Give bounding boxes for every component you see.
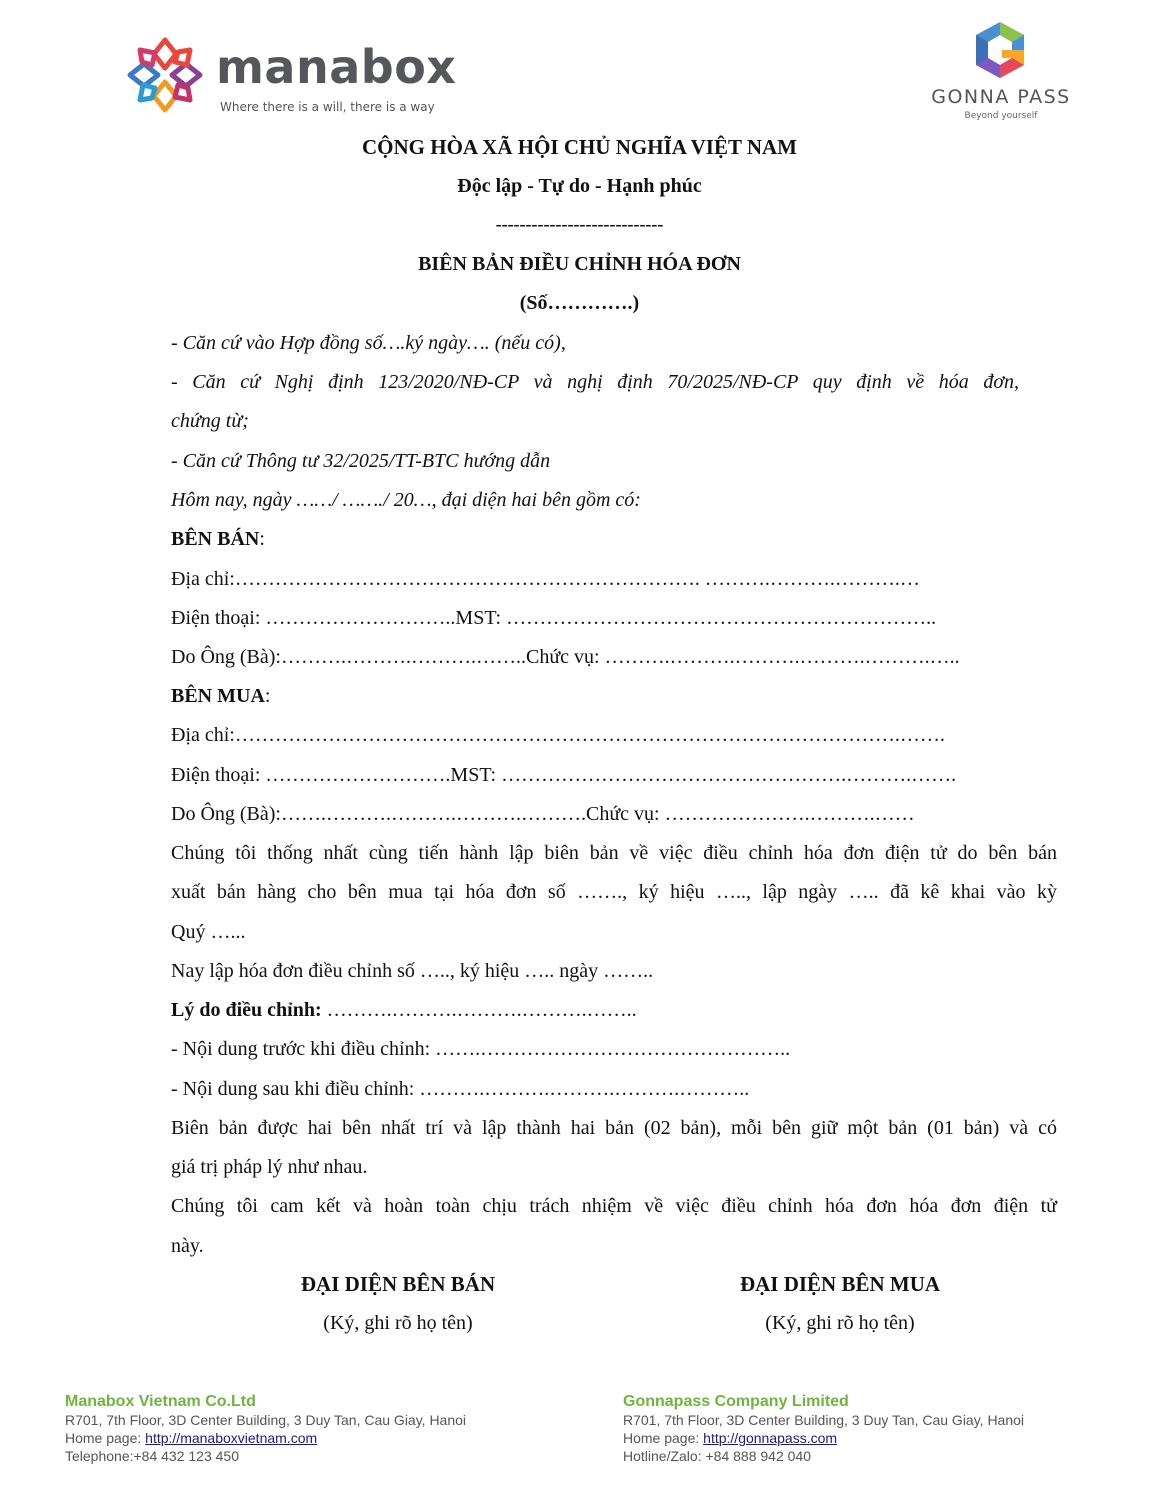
content-after: - Nội dung sau khi điều chỉnh: ……….……….……….……….……….. — [171, 1078, 750, 1100]
gonnapass-wordmark: GONNA PASS — [931, 86, 1071, 108]
buyer-heading — [171, 684, 1061, 708]
content-before: - Nội dung trước khi điều chỉnh: …….……………………………………….. — [171, 1038, 791, 1060]
reason-label: Lý do điều chỉnh: — [171, 999, 322, 1021]
footer-manabox-phone: Telephone:+84 432 123 450 — [65, 1448, 239, 1464]
footer-gonnapass-link[interactable]: http://gonnapass.com — [703, 1430, 838, 1446]
buyer-signature-note: (Ký, ghi rõ họ tên) — [765, 1312, 915, 1334]
agreement-line-3: Quý …... — [171, 921, 246, 943]
footer-manabox-home — [65, 1429, 466, 1447]
meeting-date: Hôm nay, ngày ……/ ……./ 20…, đại diện hai bên gồm có: — [171, 489, 641, 511]
footer-manabox-company: Manabox Vietnam Co.Ltd — [65, 1393, 256, 1410]
document-number: (Số………….) — [519, 292, 640, 314]
document-title: BIÊN BẢN ĐIỀU CHỈNH HÓA ĐƠN — [418, 253, 741, 275]
basis-contract: - Căn cứ vào Hợp đồng số….ký ngày…. (nếu có), — [171, 332, 566, 354]
gonnapass-tagline: Beyond yourself — [964, 111, 1038, 121]
seller-signature-note: (Ký, ghi rõ họ tên) — [323, 1312, 473, 1334]
copies-line-1: Biên bản được hai bên nhất trí và lập thành hai bản (02 bản), mỗi bên giữ một bản (01 bản) và có — [171, 1117, 1057, 1139]
manabox-wordmark: manabox — [216, 40, 457, 94]
footer-manabox-link[interactable]: http://manaboxvietnam.com — [145, 1430, 318, 1446]
seller-label: BÊN BÁN — [171, 528, 260, 550]
footer-gonnapass-company: Gonnapass Company Limited — [623, 1393, 849, 1410]
buyer-phone-tax-field: Điện thoại: ……………………….MST: …………………………………………….……….……. — [171, 764, 957, 786]
seller-address-field: Địa chỉ:……………………………………………………………. ……….……….……….… — [171, 568, 920, 590]
buyer-representative-field: Do Ông (Bà):…….……….……….……….……….Chức vụ: ………………….……….…… — [171, 803, 915, 825]
nation-heading: CỘNG HÒA XÃ HỘI CHỦ NGHĨA VIỆT NAM — [361, 135, 798, 159]
buyer-colon: : — [264, 685, 271, 707]
footer-manabox-home-label: Home page: — [65, 1430, 146, 1446]
buyer-label: BÊN MUA — [171, 685, 265, 707]
gonnapass-logo — [910, 20, 1092, 124]
seller-phone-tax-field: Điện thoại: ………………………..MST: ……………………………………………………….. — [171, 607, 937, 629]
buyer-address-field: Địa chỉ:……………………………………………………………………………………….……. — [171, 724, 945, 746]
agreement-line-2: xuất bán hàng cho bên mua tại hóa đơn số ……., ký hiệu ….., lập ngày ….. đã kê khai vào kỳ — [171, 881, 1057, 903]
adjusted-invoice-info: Nay lập hóa đơn điều chỉnh số ….., ký hiệu ….. ngày …….. — [171, 960, 654, 982]
manabox-tagline: Where there is a will, there is a way — [220, 100, 435, 114]
buyer-signature-title: ĐẠI DIỆN BÊN MUA — [739, 1272, 941, 1296]
seller-signature-title: ĐẠI DIỆN BÊN BÁN — [300, 1272, 496, 1296]
basis-circular: - Căn cứ Thông tư 32/2025/TT-BTC hướng dẫn — [171, 450, 551, 472]
copies-line-2: giá trị pháp lý như nhau. — [171, 1156, 368, 1178]
footer-gonnapass-home-label: Home page: — [623, 1430, 704, 1446]
commitment-line-1: Chúng tôi cam kết và hoàn toàn chịu trách nhiệm về việc điều chỉnh hóa đơn hóa đơn điện tử — [171, 1195, 1057, 1217]
manabox-flower-icon — [124, 34, 206, 116]
motto: Độc lập - Tự do - Hạnh phúc — [457, 175, 702, 197]
footer-gonnapass — [623, 1393, 1024, 1465]
footer-gonnapass-address: R701, 7th Floor, 3D Center Building, 3 Duy Tan, Cau Giay, Hanoi — [623, 1412, 1025, 1428]
commitment-line-2: này. — [171, 1235, 204, 1257]
seller-representative-field: Do Ông (Bà):……….……….……….……..Chức vụ: ……….……….……….……….……….….. — [171, 646, 960, 668]
gonnapass-g-icon — [972, 20, 1028, 80]
footer-gonnapass-home — [623, 1429, 1024, 1447]
footer-manabox — [65, 1393, 466, 1465]
seller-heading — [171, 527, 1061, 551]
seller-colon: : — [259, 528, 265, 550]
manabox-logo — [124, 34, 457, 118]
separator: ---------------------------- — [495, 214, 664, 234]
basis-decree-cont: chứng từ; — [171, 410, 249, 432]
reason-value: ……….……….……….……….…….. — [321, 999, 637, 1021]
agreement-line-1: Chúng tôi thống nhất cùng tiến hành lập biên bản về việc điều chỉnh hóa đơn điện tử do bên bán — [171, 842, 1057, 864]
footer-manabox-address: R701, 7th Floor, 3D Center Building, 3 Duy Tan, Cau Giay, Hanoi — [65, 1412, 467, 1428]
footer-gonnapass-phone: Hotline/Zalo: +84 888 942 040 — [623, 1448, 811, 1464]
adjustment-reason — [171, 998, 1061, 1022]
basis-decree: - Căn cứ Nghị định 123/2020/NĐ-CP và nghị định 70/2025/NĐ-CP quy định về hóa đơn, — [171, 371, 1019, 393]
